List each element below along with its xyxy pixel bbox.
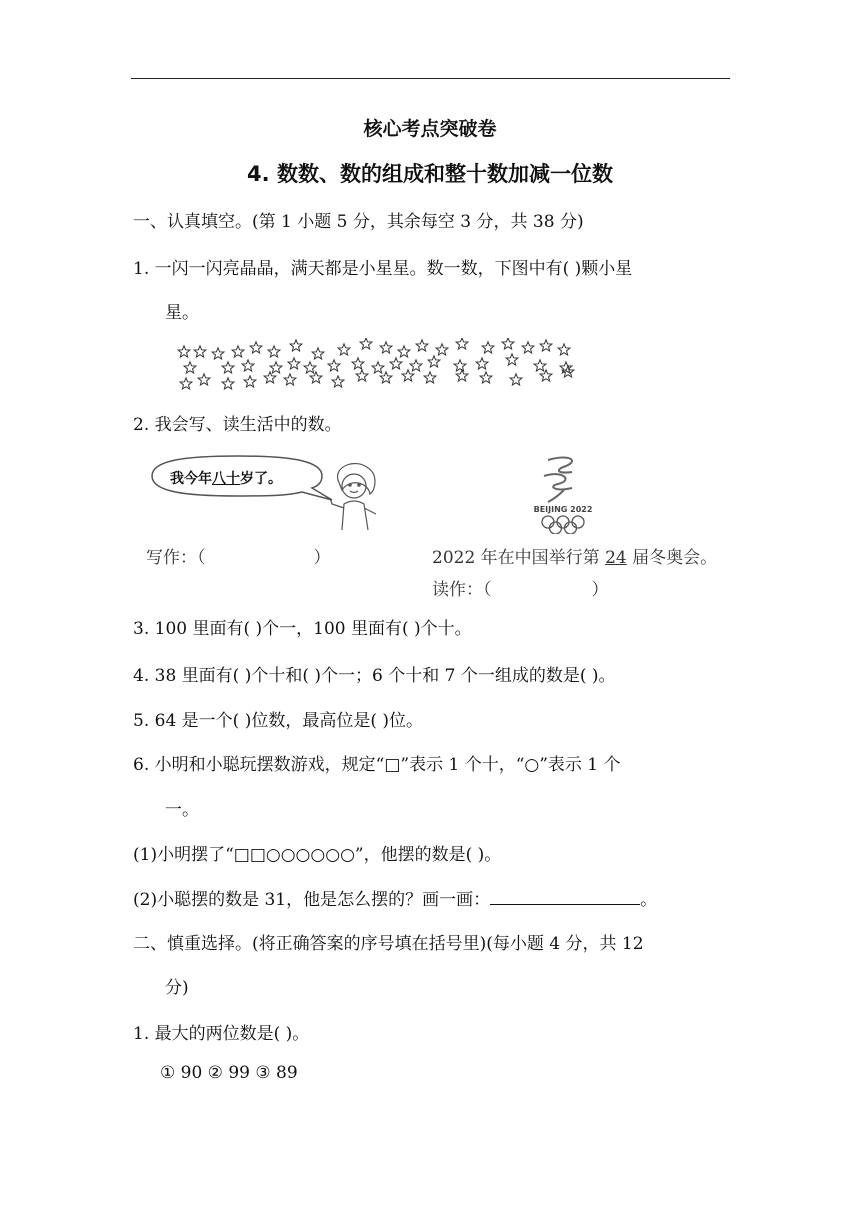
star-shape xyxy=(264,372,276,383)
read-answer xyxy=(432,575,609,600)
star-shape xyxy=(360,338,372,349)
olympic-before: 2022 年在中国举行第 xyxy=(432,548,606,568)
q4-text: 4. 38 里面有( )个十和( )个一；6 个十和 7 个一组成的数是( )。 xyxy=(133,666,616,686)
star-shape xyxy=(242,360,254,371)
star-shape xyxy=(198,374,210,385)
star-shape xyxy=(284,374,296,385)
s2-q1-text: 1. 最大的两位数是( )。 xyxy=(133,1024,310,1044)
bubble-text-before: 我今年 xyxy=(170,471,212,487)
star-shape xyxy=(244,376,256,387)
star-shape xyxy=(184,362,196,373)
star-shape xyxy=(428,356,440,367)
star-shape xyxy=(222,378,234,389)
star-shape xyxy=(356,370,368,381)
q6-text-line2: 一。 xyxy=(165,800,199,820)
page-subtitle: 4. 数数、数的组成和整十数加减一位数 xyxy=(247,162,613,186)
star-shape xyxy=(212,348,224,359)
star-shape xyxy=(506,354,518,365)
star-shape xyxy=(456,370,468,381)
star-shape xyxy=(194,346,206,357)
olympic-sentence xyxy=(432,543,717,568)
q1-text-line1: 1. 一闪一闪亮晶晶，满天都是小星星。数一数，下图中有( )颗小星 xyxy=(133,259,633,279)
star-shape xyxy=(312,348,324,359)
olympic-number: 24 xyxy=(605,548,627,568)
bubble-text-after: 岁了。 xyxy=(240,471,282,487)
star-shape xyxy=(534,360,546,371)
star-shape xyxy=(310,372,322,383)
star-shape xyxy=(502,338,514,349)
star-shape xyxy=(338,344,350,355)
star-shape xyxy=(454,360,466,371)
q3-text: 3. 100 里面有( )个一，100 里面有( )个十。 xyxy=(133,619,472,639)
bubble-text xyxy=(170,468,282,488)
star-figure xyxy=(172,338,582,394)
star-shape xyxy=(540,370,552,381)
top-rule xyxy=(131,78,730,79)
star-shape xyxy=(456,338,468,349)
star-shape xyxy=(510,374,522,385)
star-shape xyxy=(178,346,190,357)
star-shape xyxy=(416,340,428,351)
star-shape xyxy=(436,344,448,355)
star-shape xyxy=(290,340,302,351)
star-shape xyxy=(352,358,364,369)
q6-sub2-blank[interactable] xyxy=(490,890,640,905)
s2-q1-options: ① 90 ② 99 ③ 89 xyxy=(160,1063,298,1083)
section2-heading-line1: 二、慎重选择。(将正确答案的序号填在括号里)(每小题 4 分，共 12 xyxy=(133,934,644,954)
q5-text: 5. 64 是一个( )位数，最高位是( )位。 xyxy=(133,711,423,731)
page-title: 核心考点突破卷 xyxy=(363,118,497,140)
q6-sub2-before: (2)小聪摆的数是 31，他是怎么摆的？画一画： xyxy=(133,890,491,910)
star-shape xyxy=(372,362,384,373)
star-shape xyxy=(288,358,300,369)
star-shape xyxy=(390,358,402,369)
star-shape xyxy=(332,376,344,387)
star-shape xyxy=(480,372,492,383)
star-shape xyxy=(328,360,340,371)
star-shape xyxy=(222,362,234,373)
write-label: 写作：（ xyxy=(146,548,206,568)
star-shape xyxy=(560,362,572,373)
star-shape xyxy=(476,358,488,369)
star-shape xyxy=(270,362,282,373)
q6-text-line1: 6. 小明和小聪玩摆数游戏，规定“□”表示 1 个十，“○”表示 1 个 xyxy=(133,755,621,775)
girl-illustration xyxy=(326,460,384,532)
section2-heading-line2: 分) xyxy=(165,978,189,998)
star-shape xyxy=(482,342,494,353)
olympic-after: 届冬奥会。 xyxy=(626,548,718,568)
star-shape xyxy=(558,344,570,355)
star-shape xyxy=(380,342,392,353)
write-close: ） xyxy=(313,548,331,568)
star-shape xyxy=(180,378,192,389)
star-shape xyxy=(398,346,410,357)
q6-sub1: (1)小明摆了“□□○○○○○○”，他摆的数是( )。 xyxy=(133,845,502,865)
star-shape xyxy=(268,346,280,357)
q6-sub2 xyxy=(133,885,657,910)
star-shape xyxy=(410,360,422,371)
q2-text: 2. 我会写、读生活中的数。 xyxy=(133,415,342,435)
section1-heading: 一、认真填空。(第 1 小题 5 分，其余每空 3 分，共 38 分) xyxy=(133,212,584,232)
star-shape xyxy=(424,372,436,383)
star-shape xyxy=(304,362,316,373)
star-shape xyxy=(232,346,244,357)
star-shape xyxy=(250,342,262,353)
beijing-2022-emblem xyxy=(528,452,598,534)
q1-text-line2: 星。 xyxy=(165,303,199,323)
q6-sub2-after: 。 xyxy=(640,890,658,910)
bubble-text-underlined: 八十 xyxy=(212,471,240,487)
read-label: 读作：（ xyxy=(432,580,492,600)
read-close: ） xyxy=(591,580,609,600)
write-answer xyxy=(146,543,331,568)
star-shape xyxy=(540,340,552,351)
star-shape xyxy=(522,342,534,353)
emblem-text: BEIJING 2022 xyxy=(533,505,593,514)
